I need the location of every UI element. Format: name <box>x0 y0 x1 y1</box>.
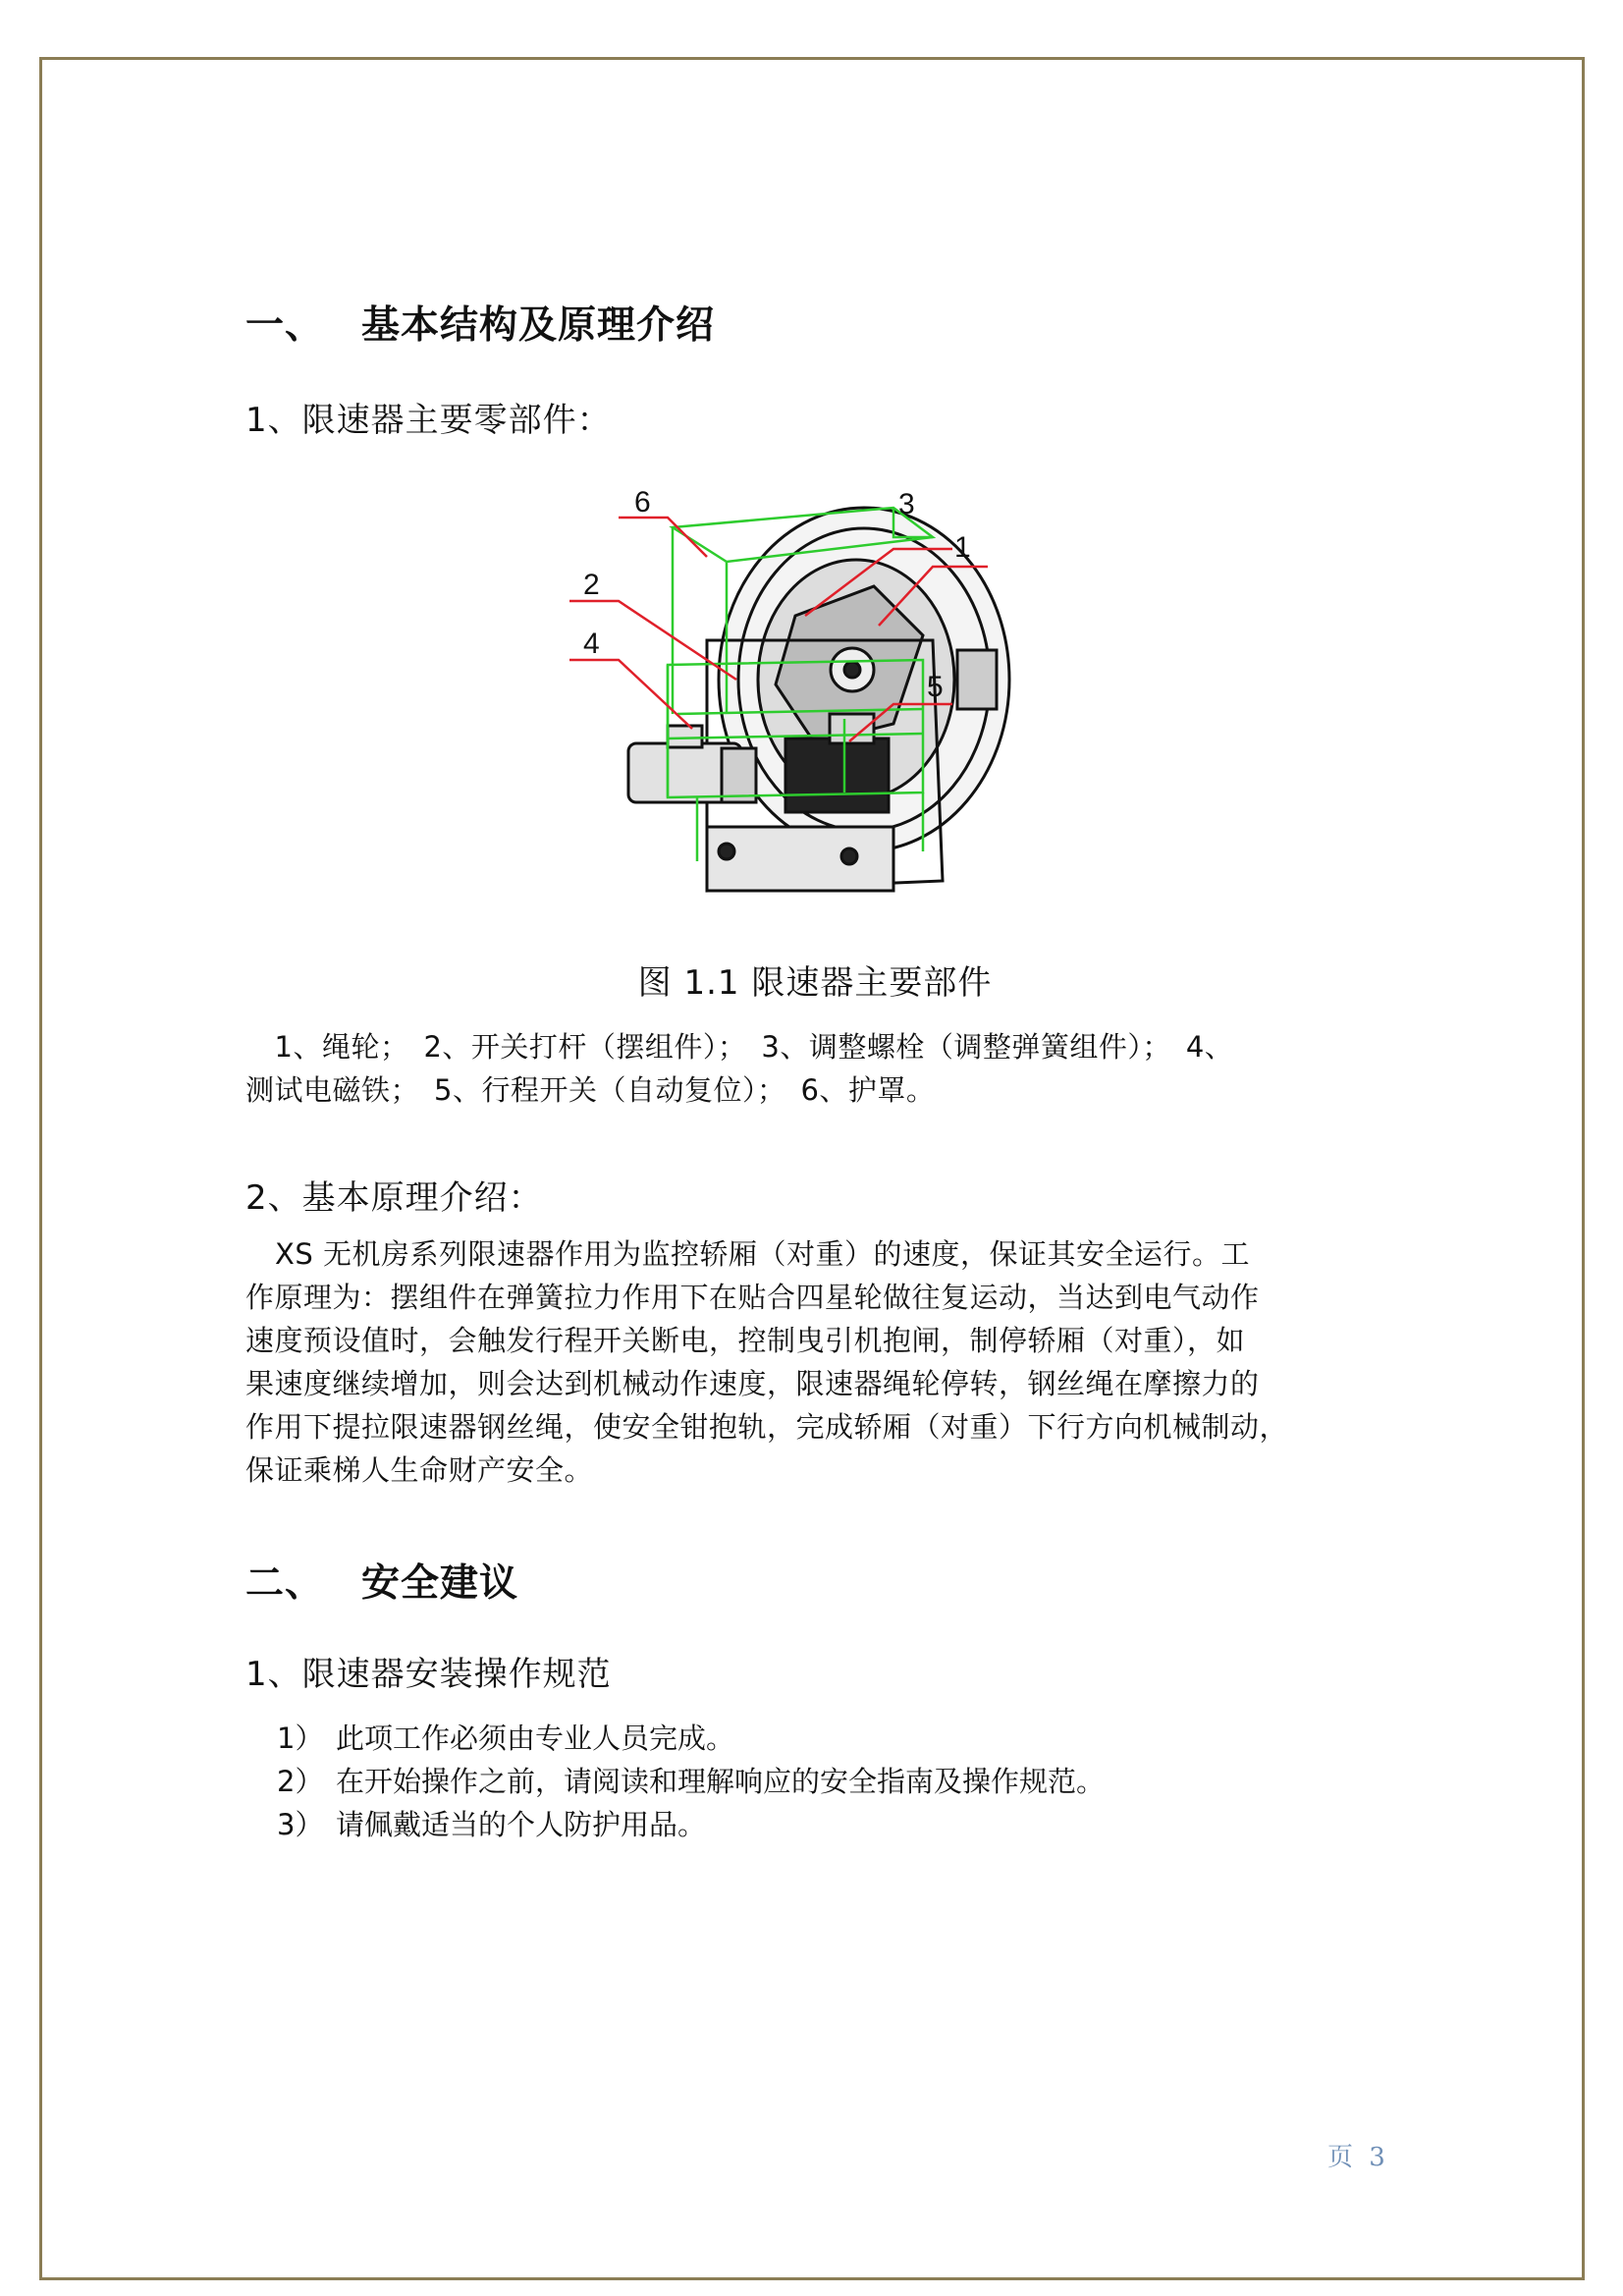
callout-1: 1 <box>954 531 971 564</box>
figure-caption: 图 1.1 限速器主要部件 <box>637 963 993 1003</box>
principle-paragraph <box>245 1232 1384 1492</box>
list-number: 2） <box>277 1765 324 1798</box>
list-item <box>245 1717 1384 1760</box>
principle-line: 保证乘梯人生命财产安全。 <box>245 1453 594 1487</box>
list-text: 此项工作必须由专业人员完成。 <box>336 1722 735 1755</box>
principle-line: 作原理为：摆组件在弹簧拉力作用下在贴合四星轮做往复运动，当达到电气动作 <box>245 1281 1260 1314</box>
list-text: 在开始操作之前，请阅读和理解响应的安全指南及操作规范。 <box>336 1765 1106 1798</box>
callout-3: 3 <box>898 488 915 520</box>
section-number: 二、 <box>245 1561 325 1606</box>
callout-6: 6 <box>634 486 651 519</box>
callout-4: 4 <box>583 628 600 660</box>
page-number: 页 3 <box>1327 2143 1389 2172</box>
install-steps <box>245 1717 1384 1846</box>
document-body <box>245 295 1384 1846</box>
section-heading-2 <box>245 1553 1384 1608</box>
legend-line-2: 测试电磁铁； 5、行程开关（自动复位）； 6、护罩。 <box>245 1073 936 1107</box>
list-text: 请佩戴适当的个人防护用品。 <box>336 1808 707 1841</box>
principle-line: XS 无机房系列限速器作用为监控轿厢（对重）的速度，保证其安全运行。工 <box>275 1237 1250 1271</box>
legend-line-1: 1、绳轮； 2、开关打杆（摆组件）； 3、调整螺栓（调整弹簧组件）； 4、 <box>245 1030 1234 1064</box>
principle-line: 作用下提拉限速器钢丝绳，使安全钳抱轨，完成轿厢（对重）下行方向机械制动， <box>245 1410 1289 1444</box>
figure-1-1 <box>245 468 1384 940</box>
principle-line: 果速度继续增加，则会达到机械动作速度，限速器绳轮停转，钢丝绳在摩擦力的 <box>245 1367 1260 1400</box>
section-heading-1 <box>245 295 1384 350</box>
list-number: 3） <box>277 1808 324 1841</box>
list-number: 1） <box>277 1722 324 1755</box>
subheading-principle: 2、基本原理介绍： <box>245 1178 543 1218</box>
callout-2: 2 <box>583 569 600 601</box>
section-title: 基本结构及原理介绍 <box>361 303 716 348</box>
subheading-parts: 1、限速器主要零部件： <box>245 401 612 440</box>
section-title: 安全建议 <box>361 1561 519 1606</box>
governor-drawing <box>245 468 1384 940</box>
section-number: 一、 <box>245 303 325 348</box>
list-item <box>245 1803 1384 1846</box>
principle-line: 速度预设值时，会触发行程开关断电，控制曳引机抱闸，制停轿厢（对重），如 <box>245 1324 1246 1357</box>
list-item <box>245 1760 1384 1803</box>
subheading-install: 1、限速器安装操作规范 <box>245 1655 612 1694</box>
callout-5: 5 <box>927 671 944 703</box>
